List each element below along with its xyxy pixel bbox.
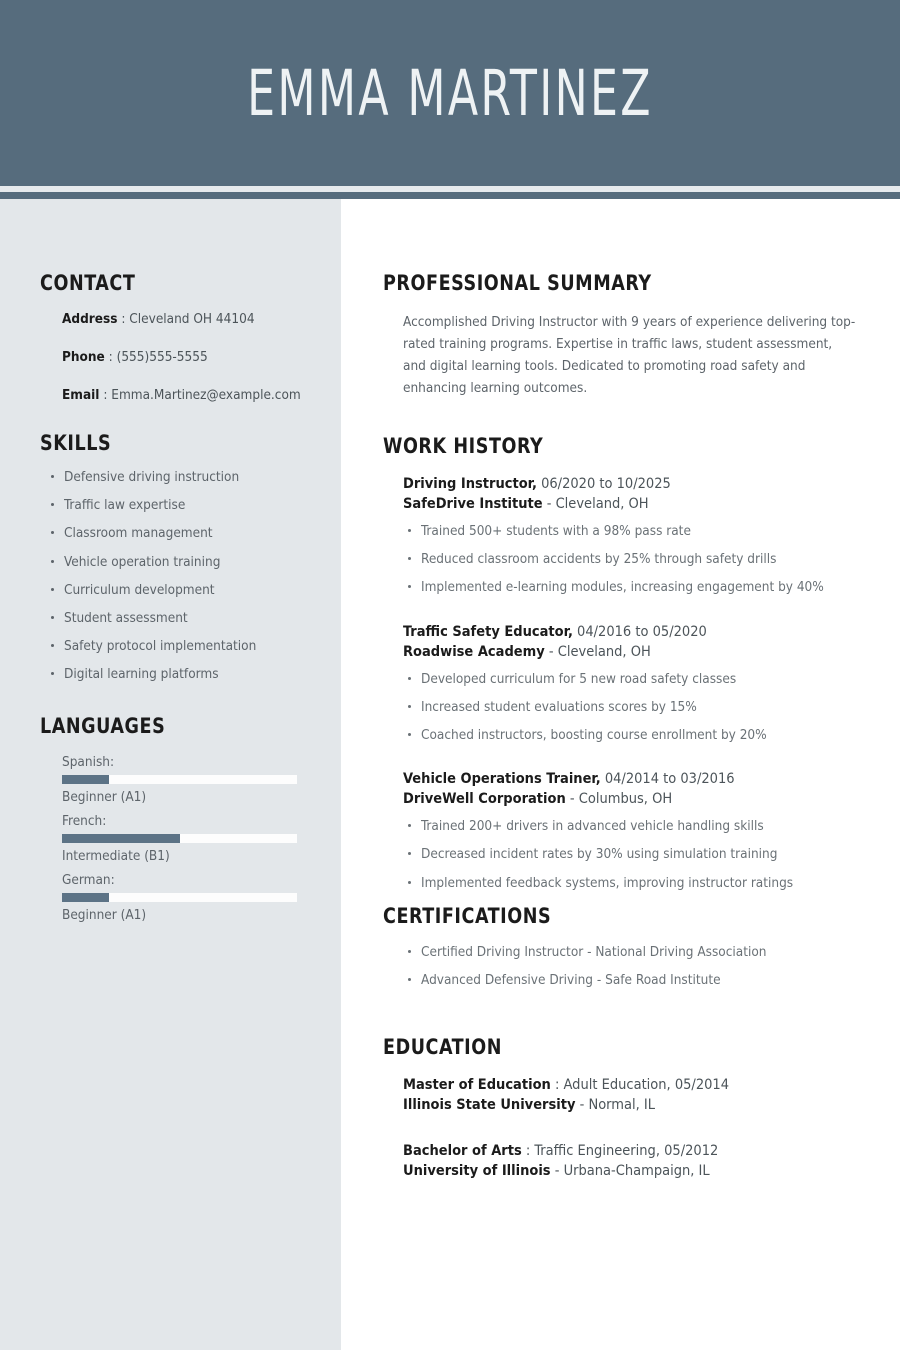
language-proficiency-track xyxy=(62,893,297,902)
job-title-line xyxy=(403,622,863,642)
candidate-name: EMMA MARTINEZ xyxy=(247,56,653,130)
job-bullet: Developed curriculum for 5 new road safety classes xyxy=(403,671,863,687)
contact-value-email: Emma.Martinez@example.com xyxy=(111,387,301,403)
certifications-heading: CERTIFICATIONS xyxy=(383,904,552,928)
education-entry xyxy=(403,1141,863,1181)
job-entry xyxy=(403,474,863,596)
professional-summary-section xyxy=(383,271,863,399)
contact-item-email xyxy=(62,387,301,403)
job-title: Traffic Safety Educator, xyxy=(403,623,573,640)
language-proficiency-fill xyxy=(62,834,180,843)
certification-item: Advanced Defensive Driving - Safe Road Institute xyxy=(383,972,863,988)
education-entry xyxy=(403,1075,863,1115)
skill-item: Traffic law expertise xyxy=(40,497,256,513)
skill-item: Defensive driving instruction xyxy=(40,469,256,485)
job-location: - Columbus, OH xyxy=(565,791,673,808)
job-bullet: Coached instructors, boosting course enrollment by 20% xyxy=(403,727,863,743)
job-bullet-list xyxy=(403,818,863,891)
language-level: Intermediate (B1) xyxy=(62,848,170,864)
contact-label-phone: Phone xyxy=(62,349,105,365)
job-dates: 04/2016 to 05/2020 xyxy=(572,623,707,640)
job-bullet: Decreased incident rates by 30% using simulation training xyxy=(403,846,863,862)
contact-item-address xyxy=(62,311,301,327)
job-bullet: Trained 200+ drivers in advanced vehicle handling skills xyxy=(403,818,863,834)
job-entry xyxy=(403,769,863,891)
job-title-line xyxy=(403,769,863,789)
skills-heading: SKILLS xyxy=(40,431,112,455)
education-section xyxy=(383,1035,863,1181)
education-location: - Normal, IL xyxy=(575,1097,656,1113)
language-proficiency-track xyxy=(62,834,297,843)
language-proficiency-track xyxy=(62,775,297,784)
job-organization: Roadwise Academy xyxy=(403,643,545,660)
education-location: - Urbana-Champaign, IL xyxy=(550,1163,710,1179)
job-bullet: Reduced classroom accidents by 25% through safety drills xyxy=(403,551,863,567)
language-proficiency-fill xyxy=(62,893,109,902)
main-column xyxy=(341,199,900,1350)
job-organization: DriveWell Corporation xyxy=(403,791,566,808)
language-row-spanish xyxy=(40,754,297,805)
education-field: : Adult Education, 05/2014 xyxy=(550,1077,730,1093)
contact-section xyxy=(40,271,301,425)
education-field: : Traffic Engineering, 05/2012 xyxy=(521,1143,719,1159)
skill-item: Safety protocol implementation xyxy=(40,638,256,654)
contact-label-email: Email xyxy=(62,387,100,403)
language-level: Beginner (A1) xyxy=(62,907,147,923)
job-organization: SafeDrive Institute xyxy=(403,496,543,512)
job-location: - Cleveland, OH xyxy=(542,496,649,512)
language-row-german xyxy=(40,872,297,923)
education-heading: EDUCATION xyxy=(383,1035,503,1059)
contact-list xyxy=(40,311,301,403)
job-location: - Cleveland, OH xyxy=(544,643,651,660)
skill-item: Digital learning platforms xyxy=(40,666,256,682)
header-accent-rule xyxy=(0,192,900,199)
skills-section xyxy=(40,431,256,695)
education-degree-line xyxy=(403,1141,863,1161)
language-name: Spanish: xyxy=(62,754,115,770)
job-title: Driving Instructor, xyxy=(403,476,537,492)
job-entry xyxy=(403,622,863,744)
job-org-line xyxy=(403,789,863,809)
contact-value-phone: (555)555-5555 xyxy=(116,349,208,365)
skill-item: Vehicle operation training xyxy=(40,554,256,570)
language-name: French: xyxy=(62,813,107,829)
contact-sep-phone: : xyxy=(104,349,117,365)
contact-sep-email: : xyxy=(99,387,112,403)
language-list xyxy=(40,754,297,923)
language-row-french xyxy=(40,813,297,864)
job-dates: 04/2014 to 03/2016 xyxy=(600,771,735,788)
certifications-list xyxy=(383,944,863,988)
job-bullet-list xyxy=(403,671,863,744)
contact-sep-address: : xyxy=(117,311,130,327)
job-bullet: Trained 500+ students with a 98% pass rate xyxy=(403,523,863,539)
job-org-line xyxy=(403,494,863,514)
certification-item: Certified Driving Instructor - National Driving Association xyxy=(383,944,863,960)
skill-item: Student assessment xyxy=(40,610,256,626)
education-degree: Bachelor of Arts xyxy=(403,1143,522,1159)
certifications-section xyxy=(383,904,863,1000)
job-dates: 06/2020 to 10/2025 xyxy=(536,476,671,492)
education-degree: Master of Education xyxy=(403,1077,551,1093)
skill-item: Classroom management xyxy=(40,525,256,541)
contact-heading: CONTACT xyxy=(40,271,136,295)
job-bullet: Implemented feedback systems, improving instructor ratings xyxy=(403,875,863,891)
job-title-line xyxy=(403,474,863,494)
contact-label-address: Address xyxy=(62,311,118,327)
work-history-heading: WORK HISTORY xyxy=(383,434,544,458)
skill-item: Curriculum development xyxy=(40,582,256,598)
work-history-section xyxy=(383,434,863,903)
job-org-line xyxy=(403,642,863,662)
languages-heading: LANGUAGES xyxy=(40,714,166,738)
sidebar xyxy=(0,199,341,1350)
language-proficiency-fill xyxy=(62,775,109,784)
education-school: Illinois State University xyxy=(403,1097,576,1113)
job-bullet: Implemented e-learning modules, increasing engagement by 40% xyxy=(403,579,863,595)
language-level: Beginner (A1) xyxy=(62,789,147,805)
education-degree-line xyxy=(403,1075,863,1095)
job-title: Vehicle Operations Trainer, xyxy=(403,771,601,788)
contact-value-address: Cleveland OH 44104 xyxy=(129,311,255,327)
languages-section xyxy=(40,714,297,931)
language-name: German: xyxy=(62,872,115,888)
contact-item-phone xyxy=(62,349,301,365)
summary-heading: PROFESSIONAL SUMMARY xyxy=(383,271,652,295)
skills-list xyxy=(40,469,256,683)
education-school-line xyxy=(403,1095,863,1115)
job-bullet: Increased student evaluations scores by 15% xyxy=(403,699,863,715)
summary-text: Accomplished Driving Instructor with 9 years of experience delivering top-rated training programs. Expertise in traffic laws, student assessment, and digital learning tools. Dedicated to promoting road safety and enhancing learning outcomes. xyxy=(403,314,856,396)
job-bullet-list xyxy=(403,523,863,596)
education-school-line xyxy=(403,1161,863,1181)
education-school: University of Illinois xyxy=(403,1163,551,1179)
